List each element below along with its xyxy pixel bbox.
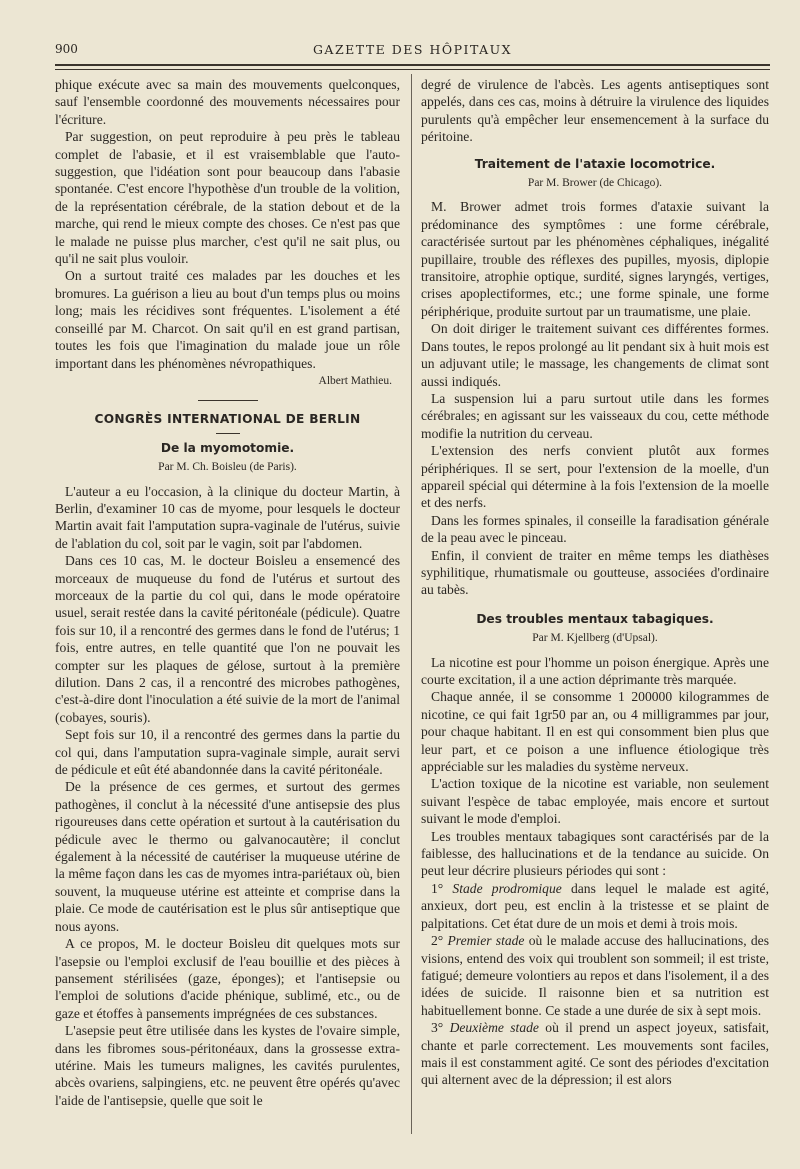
paragraph: L'action toxique de la nicotine est variable, non seulement suivant l'espèce de tabac employée, mais encore et surtout suivant le mode d'emploi. [421, 776, 769, 827]
column-divider [411, 74, 412, 1134]
stage-text: dans lequel le malade est agité, anxieux, dort peu, est enclin à la tristesse et se plaint de palpitations. Cet état dure de un mois et demi à trois mois. [421, 880, 769, 931]
page-number: 900 [55, 42, 78, 56]
article-author: Par M. Brower (de Chicago). [527, 177, 663, 190]
section-separator [198, 400, 258, 401]
paragraph: L'auteur a eu l'occasion, à la clinique du docteur Martin, à Berlin, d'examiner 10 cas de myome, pour lesquels le docteur Martin avait fait l'amputation supra-vaginale de l'utérus, suivie de l'ablation du col, soit par le vagin, soit par l'abdomen. [55, 483, 400, 551]
page-header [55, 42, 770, 62]
paragraph: Dans ces 10 cas, M. le docteur Boisleu a ensemencé des morceaux de muqueuse du fond de l'utérus et surtout des morceaux de la partie du col qui, dans le mode opératoire usuel, serait restée dans la cavité péritonéale (pédicule). Quatre fois sur 10, il a rencontré des germes dans le fond de l'utérus; 1 fois, entre autres, en telle quantité que l'on ne pouvait les compter sur les plaques de gélose, surtout à la première dilution. Dans 2 cas, il a rencontré des microbes pathogènes, c'est-à-dire dont l'inoculation a été suivie de la mort de l'animal (cobayes, souris). [55, 553, 400, 725]
paragraph [421, 880, 769, 932]
paragraph: Les troubles mentaux tabagiques sont caractérisés par de la faiblesse, des hallucinations et de la tendance au suicide. On peut leur décrire plusieurs périodes qui sont : [421, 828, 769, 879]
paragraph [421, 1019, 769, 1089]
title-rule [216, 433, 240, 434]
paragraph: De la présence de ces germes, et surtout des germes pathogènes, il conclut à la nécessité d'une antisepsie des plus rigoureuses dans cette opération et surtout à la cautérisation du pédicule avec le thermo ou galvanocautère; il conclut également à la nécessité de cautériser la muqueuse utérine de la même façon dans les cas de myomes intra-pariétaux où, bien souvent, la muqueuse utérine est atteinte et comprise dans la plaie. Ce mode de cautérisation est le plus sûr antiseptique que nous ayons. [55, 779, 400, 934]
paragraph: Sept fois sur 10, il a rencontré des germes dans la partie du col qui, dans l'amputation supra-vaginale simple, aurait servi de pédicule et eût été abandonnée dans la cavité péritonéale. [55, 727, 400, 778]
list-marker: 2° [431, 933, 448, 949]
article-author: Par M. Ch. Boisleu (de Paris). [158, 461, 297, 474]
section-title: CONGRÈS INTERNATIONAL DE BERLIN [94, 412, 361, 427]
paragraph: Par suggestion, on peut reproduire à peu près le tableau complet de l'abasie, et il est vraisemblable que l'auto-suggestion, que l'idéation sont pour beaucoup dans l'abasie spontanée. C'est encore l'hypothèse d'un trouble de la volition, de la représentation cérébrale, de la station debout et de la marche, qui rend le mieux compte des choses. Ce n'est pas que le malade ne puisse plus marcher, c'est qu'il ne sait plus, ou qu'il ne sait plus vouloir. [55, 129, 400, 267]
stage-text: où il prend un aspect joyeux, satisfait, chante et parle correctement. Les mouvements sont faciles, mais il est constamment agité. Ce sont des périodes d'excitation qui alternent avec de la dépression; il est alors [421, 1020, 770, 1088]
list-marker: 1° [431, 880, 453, 896]
paragraph: A ce propos, M. le docteur Boisleu dit quelques mots sur l'asepsie ou l'emploi exclusif de l'eau bouillie et des pièces à pansement stérilisées (gaze, éponges); et l'antisepsie ou l'emploi de solutions d'acide phénique, sublimé, etc., ou de gaze et étoffes à pansements imprégnées de ces substances. [55, 936, 400, 1021]
paragraph: On doit diriger le traitement suivant ces différentes formes. Dans toutes, le repos prolongé au lit pendant six à huit mois est un adjuvant utile; le massage, les changements de climat sont aussi indiqués. [421, 321, 769, 389]
paragraph: M. Brower admet trois formes d'ataxie suivant la prédominance des symptômes : une forme cérébrale, caractérisée surtout par les phénomènes céphaliques, inégalité pupillaire, trouble des réflexes des pupilles, myosis, diplopie transitoire, atrophie optique, surdité, signes laryngés, vertiges, crises apoplectiformes, etc.; une forme spinale, une forme périphérique, produite surtout par un traumatisme, une plaie. [421, 199, 769, 319]
paragraph: L'asepsie peut être utilisée dans les kystes de l'ovaire simple, dans les fibromes sous-péritonéaux, dans la grossesse extra-utérine. Mais les tumeurs malignes, les cavités purulentes, abcès ovariens, salpingiens, etc. ne peuvent être opérés qu'avec l'aide de l'antisepsie, quelle que soit le [55, 1023, 400, 1108]
paragraph: L'extension des nerfs convient plutôt aux formes périphériques. Il se sert, pour l'extension de la moelle, d'un appareil spécial qui détermine à la fois l'extension de la moelle et des nerfs. [421, 443, 769, 511]
header-rule-thin [55, 69, 770, 70]
paragraph: Dans les formes spinales, il conseille la faradisation générale de la peau avec le pinceau. [421, 512, 769, 546]
stage-text: où le malade accuse des hallucinations, des visions, entend des voix qui troublent son sommeil; il est triste, fatigué; demeure volontiers au repos et dans l'isolement, il a des idées de suicide. Il raisonne bien et sa nutrition est habituellement bonne. Ce stade a une durée de six à sept mois. [421, 933, 769, 1018]
stage-name: Deuxième stade [449, 1020, 539, 1036]
right-column [421, 76, 769, 1089]
paragraph: La nicotine est pour l'homme un poison énergique. Après une courte excitation, il a une action déprimante très marquée. [421, 654, 769, 687]
paragraph: phique exécute avec sa main des mouvements quelconques, sauf l'ensemble coordonné des mouvements nécessaires pour l'écriture. [55, 77, 400, 127]
article-title: De la myomotomie. [160, 440, 295, 455]
paragraph: degré de virulence de l'abcès. Les agents antiseptiques sont appelés, dans ces cas, moins à détruire la virulence des liquides purulents qu'à empêcher leur ensemencement à la surface du péritoine. [421, 77, 769, 145]
paragraph [421, 932, 769, 1019]
signature: Albert Mathieu. [318, 374, 392, 387]
left-column [55, 76, 400, 1109]
paragraph: Chaque année, il se consomme 1 200000 kilogrammes de nicotine, ce qui fait 1gr50 par an, ou 4 milligrammes par jour, pour chaque habitant. Il en est qui consomment bien plus que leur part, et ce poison a une influence étiologique très appréciable sur les maladies du système nerveux. [421, 689, 769, 775]
stage-name: Premier stade [447, 933, 525, 949]
article-author: Par M. Kjellberg (d'Upsal). [532, 632, 658, 645]
running-title: GAZETTE DES HÔPITAUX [312, 42, 513, 57]
header-rule-thick [55, 64, 770, 66]
paragraph: Enfin, il convient de traiter en même temps les diathèses syphilitique, rhumatismale ou goutteuse, associées d'ordinaire au tabès. [421, 547, 769, 598]
article-title: Traitement de l'ataxie locomotrice. [474, 156, 716, 171]
paragraph: La suspension lui a paru surtout utile dans les formes cérébrales; en agissant sur les vaisseaux du cou, cette méthode modifie la nutrition du cerveau. [421, 390, 769, 441]
paragraph: On a surtout traité ces malades par les douches et les bromures. La guérison a lieu au bout d'un temps plus ou moins long; mais les récidives sont fréquentes. L'isolement a été conseillé par M. Charcot. On sait qu'il en est grand partisan, toutes les fois que l'imagination du malade joue un rôle important dans les phénomènes névropathiques. [55, 268, 400, 371]
article-title: Des troubles mentaux tabagiques. [476, 611, 714, 626]
stage-name: Stade prodromique [452, 880, 562, 896]
list-marker: 3° [431, 1020, 450, 1036]
